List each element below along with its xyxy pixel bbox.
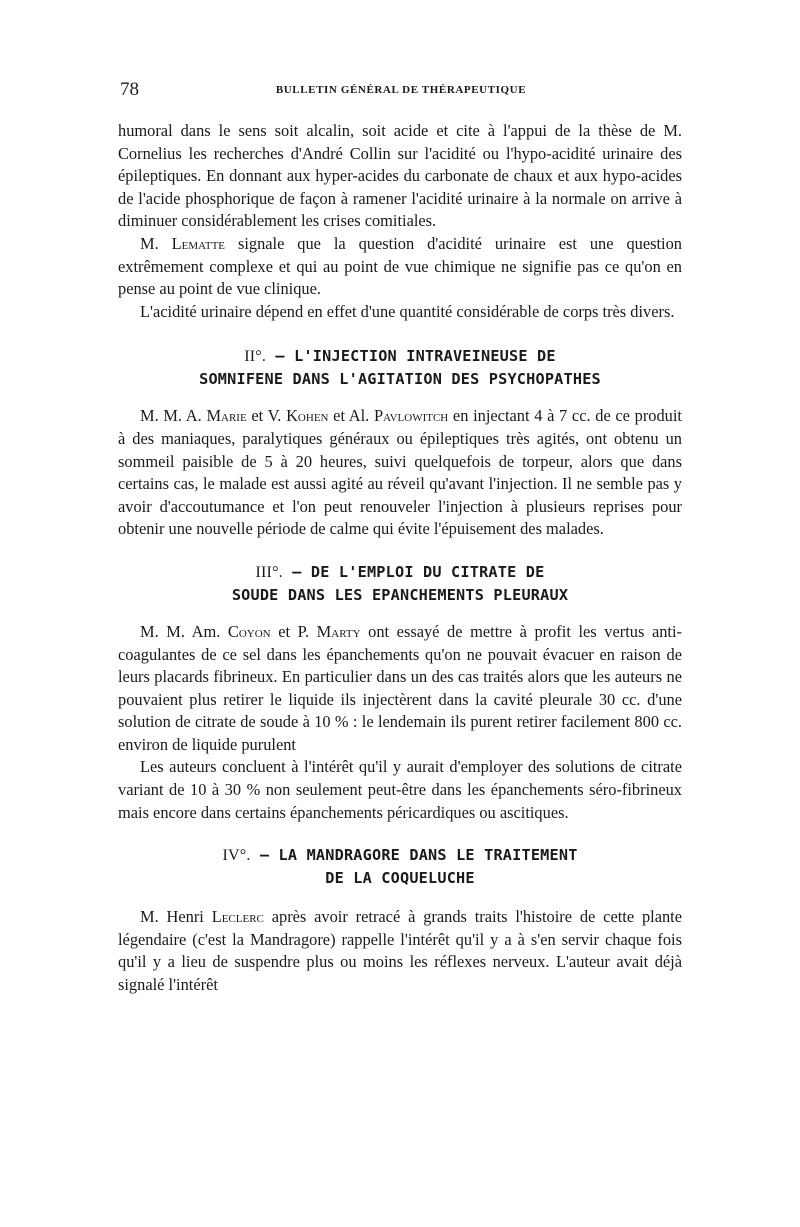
page-number: 78 — [120, 79, 139, 100]
section-number: IV°. — [222, 847, 251, 865]
section-heading: IV°. — LA MANDRAGORE DANS LE TRAITEMENT DE LA COQUELUCHE — [222, 846, 578, 888]
section-heading: III°. — DE L'EMPLOI DU CITRATE DE SOUDE DANS LES EPANCHEMENTS PLEURAUX — [231, 562, 569, 604]
section-number: II°. — [244, 348, 267, 366]
paragraph: humoral dans le sens soit alcalin, soit acide et cite à l'appui de la thèse de M. Cornelius les recherches d'André Collin sur l'acidité ou l'hypo-acidité urinaire des épileptiques. En donnant aux hyper-acides du carbonate de chaux et aux hypo-acides de l'acide phosphorique de façon à ramener l'acidité urinaire à la normale on arrive à diminuer considérablement les crises comitiales. — [118, 121, 682, 231]
running-header — [120, 80, 682, 104]
section-number: III°. — [255, 563, 283, 581]
paragraph: M. M. A. Marie et V. Kohen et Al. Pavlowitch en injectant 4 à 7 cc. de ce produit à des maniaques, paralytiques généraux ou épileptiques très agités, ont obtenu un sommeil paisible de 5 à 20 heures, suivi quelquefois de torpeur, alors que dans certains cas, le malade est aussi agité au réveil qu'avant l'injection. Il ne semble pas y avoir d'accoutumance et l'on peut renouveler l'injection à plusieurs reprises pour obtenir une nouvelle période de calme qui évite l'épuisement des malades. — [118, 406, 682, 539]
author-name: Marie — [206, 406, 247, 426]
section-heading: II°. — L'INJECTION INTRAVEINEUSE DE SOMNIFENE DANS L'AGITATION DES PSYCHOPATHES — [199, 347, 601, 389]
author-name: Lematte — [171, 233, 226, 253]
author-name: Marty — [316, 621, 361, 641]
author-name: Coyon — [227, 621, 271, 641]
paragraph: M. Lematte signale que la question d'acidité urinaire est une question extrêmement complexe et qui au point de vue chimique ne signifie pas ce qu'on en pense au point de vue clinique. — [118, 233, 682, 299]
running-title: BULLETIN GÉNÉRAL DE THÉRAPEUTIQUE — [275, 84, 527, 96]
author-name: Pavlowitch — [373, 406, 449, 426]
paragraph: M. M. Am. Coyon et P. Marty ont essayé de mettre à profit les vertus anti-coagulantes de ce sel dans les épanchements qu'on ne pouvait évacuer en raison de leurs placards fibrineux. En particulier dans un des cas traités alors que les auteurs ne pouvaient plus retirer le liquide ils injectèrent dans la cavité pleurale 30 cc. d'une solution de citrate de soude à 10 % : le lendemain ils purent retirer facilement 800 cc. environ de liquide purulent — [118, 621, 682, 754]
paragraph: L'acidité urinaire dépend en effet d'une quantité considérable de corps très divers. — [140, 301, 675, 321]
paragraph: M. Henri Leclerc après avoir retracé à grands traits l'histoire de cette plante légendaire (c'est la Mandragore) rappelle l'intérêt qu'il y a à s'en servir chaque fois qu'il y a lieu de suspendre plus ou moins les réflexes nerveux. L'auteur avait déjà signalé l'intérêt — [118, 907, 682, 995]
author-name: Kohen — [286, 406, 329, 426]
author-name: Leclerc — [211, 907, 264, 927]
paragraph: Les auteurs concluent à l'intérêt qu'il y aurait d'employer des solutions de citrate variant de 10 à 30 % non seulement peut-être dans les épanchements séro-fibrineux mais encore dans certains épanchements péricardiques ou ascitiques. — [118, 757, 682, 822]
article-body — [118, 120, 682, 997]
